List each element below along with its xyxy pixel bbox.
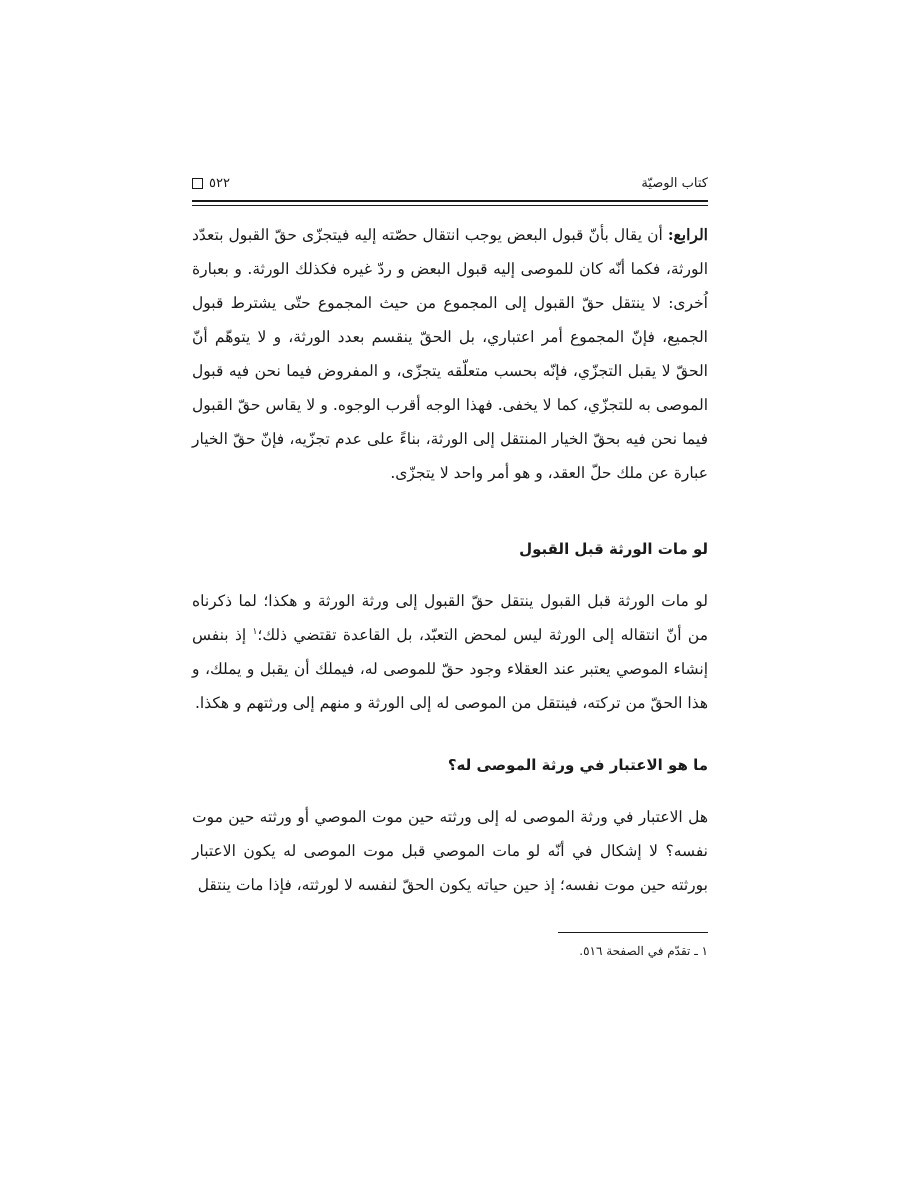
page-number: ٥٢٢ [209, 176, 230, 191]
footnote-separator [558, 932, 708, 933]
paragraph-fourth-view [192, 218, 708, 490]
section-heading-heirs-death: لو مات الورثة قبل القبول [519, 540, 708, 558]
paragraph-text-part1: لو مات الورثة قبل القبول ينتقل حقّ القبول إلى ورثة الورثة و هكذا؛ لما ذكرناه من أنّ انتقاله إلى الورثة ليس لمحض التعبّد، بل القاعدة تقتضي ذلك؛ [192, 592, 709, 644]
header-rule-thin [192, 205, 708, 206]
paragraph-lead: الرابع: [667, 225, 708, 244]
footnote-marker: ١ [252, 626, 258, 637]
section-heading-heirs-criterion: ما هو الاعتبار في ورثة الموصى له؟ [447, 756, 708, 774]
running-header [192, 176, 708, 198]
paragraph-heirs-death [192, 584, 708, 720]
paragraph-text: أن يقال بأنّ قبول البعض يوجب انتقال حصّته إليه فيتجزّى حقّ القبول بتعدّد الورثة، فكما أنّه كان للموصى إليه قبول البعض و ردّ غيره فكذلك الورثة. و بعبارة اُخرى: لا ينتقل حقّ القبول إلى المجموع من حيث المجموع حتّى يشترط قبول الجميع، فإنّ المجموع أمر اعتباري، بل الحقّ ينقسم بعدد الورثة، و لا يتوهّم أنّ الحقّ لا يقبل التجزّي، فإنّه بحسب متعلّقه يتجزّى، و المفروض فيما نحن فيه قبول الموصى به للتجزّي، كما لا يخفى. فهذا الوجه أقرب الوجوه. و لا يقاس حقّ القبول فيما نحن فيه بحقّ الخيار المنتقل إلى الورثة، بناءً على عدم تجزّيه، فإنّ حقّ الخيار عبارة عن ملك حلّ العقد، و هو أمر واحد لا يتجزّى. [192, 226, 708, 482]
square-bullet-icon [192, 178, 203, 189]
header-rule-thick [192, 200, 708, 202]
book-title: كتاب الوصيّة [641, 176, 708, 191]
footnote: ١ ـ تقدّم في الصفحة ٥١٦. [579, 944, 708, 958]
paragraph-heirs-criterion: هل الاعتبار في ورثة الموصى له إلى ورثته حين موت الموصي أو ورثته حين موت نفسه؟ لا إشكال في أنّه لو مات الموصي قبل موت الموصى له يكون الاعتبار بورثته حين موت نفسه؛ إذ حين حياته يكون الحقّ لنفسه لا لورثته، فإذا مات ينتقل [192, 808, 708, 894]
book-page [192, 0, 708, 1200]
paragraph-text-part2: إذ بنفس إنشاء الموصي يعتبر عند العقلاء وجود حقّ للموصى له، فيملك أن يقبل و يملك، و هذا الحقّ من تركته، فينتقل من الموصى له إلى الورثة و منهم إلى ورثتهم و هكذا. [192, 626, 708, 712]
page-number-group [192, 176, 230, 191]
